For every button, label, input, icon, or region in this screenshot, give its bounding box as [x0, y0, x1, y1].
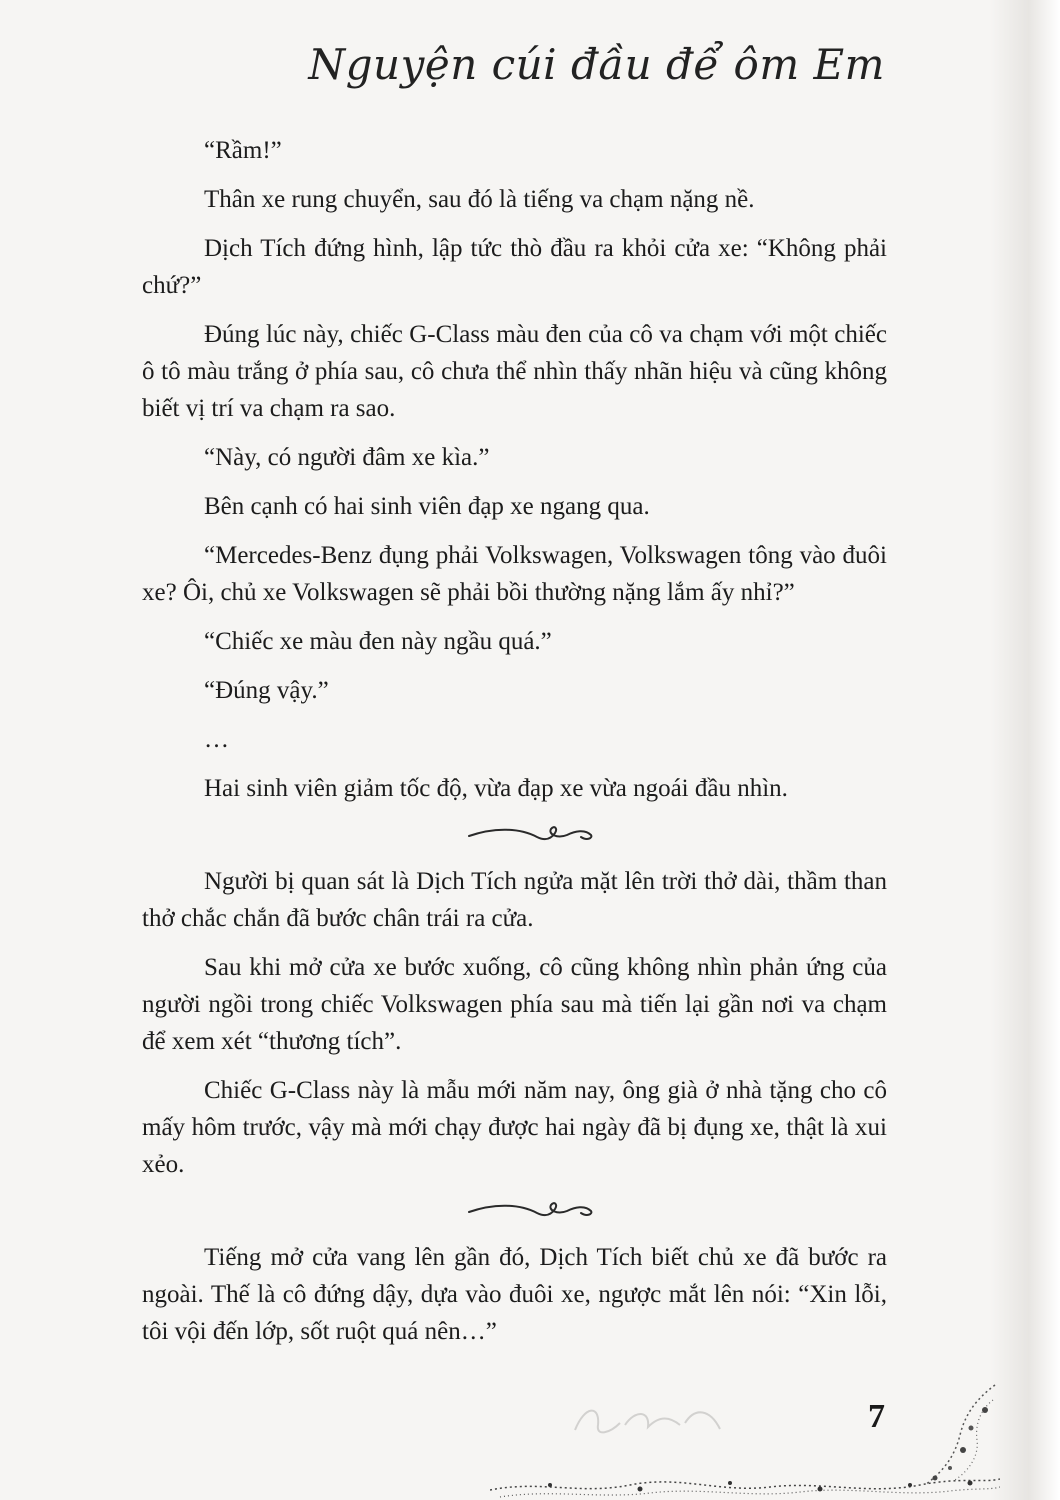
flourish-divider-icon [142, 819, 887, 845]
paragraph: Sau khi mở cửa xe bước xuống, cô cũng không nhìn phản ứng của người ngồi trong chiếc Volkswagen phía sau mà tiến lại gần nơi va chạm để xem xét “thương tích”. [142, 954, 887, 1055]
paragraph: “Này, có người đâm xe kìa.” [204, 444, 490, 471]
running-header-title: Nguyện cúi đầu để ôm Em [308, 40, 885, 89]
paragraph: Bên cạnh có hai sinh viên đạp xe ngang qua. [204, 493, 650, 520]
paragraph: … [204, 726, 229, 753]
page-edge-shadow [990, 0, 1060, 1500]
paragraph: Chiếc G-Class này là mẫu mới năm nay, ông già ở nhà tặng cho cô mấy hôm trước, vậy mà mới chạy được hai ngày đã bị đụng xe, thật là xui xẻo. [142, 1077, 887, 1178]
paragraph: “Đúng vậy.” [204, 677, 329, 704]
signature-watermark-icon [570, 1395, 730, 1445]
paragraph: Thân xe rung chuyển, sau đó là tiếng va chạm nặng nề. [204, 186, 755, 213]
page-number: 7 [868, 1398, 885, 1435]
body-text [142, 132, 887, 1362]
paragraph: “Mercedes-Benz đụng phải Volkswagen, Volkswagen tông vào đuôi xe? Ôi, chủ xe Volkswagen sẽ phải bồi thường nặng lắm ấy nhỉ?” [142, 542, 887, 606]
paragraph: “Chiếc xe màu đen này ngầu quá.” [204, 628, 552, 655]
paragraph: Tiếng mở cửa vang lên gần đó, Dịch Tích biết chủ xe đã bước ra ngoài. Thế là cô đứng dậy, dựa vào đuôi xe, ngược mắt lên nói: “Xin lỗi, tôi vội đến lớp, sốt ruột quá nên…” [142, 1244, 887, 1345]
flourish-divider-icon [142, 1195, 887, 1221]
paragraph: Dịch Tích đứng hình, lập tức thò đầu ra khỏi cửa xe: “Không phải chứ?” [142, 235, 887, 299]
floral-border-icon [490, 1465, 1000, 1500]
paragraph: “Rầm!” [204, 137, 282, 164]
paragraph: Hai sinh viên giảm tốc độ, vừa đạp xe vừa ngoái đầu nhìn. [204, 775, 788, 802]
paragraph: Đúng lúc này, chiếc G-Class màu đen của cô va chạm với một chiếc ô tô màu trắng ở phía sau, cô chưa thể nhìn thấy nhãn hiệu và cũng không biết vị trí va chạm ra sao. [142, 321, 887, 422]
paragraph: Người bị quan sát là Dịch Tích ngửa mặt lên trời thở dài, thầm than thở chắc chắn đã bước chân trái ra cửa. [142, 868, 887, 932]
